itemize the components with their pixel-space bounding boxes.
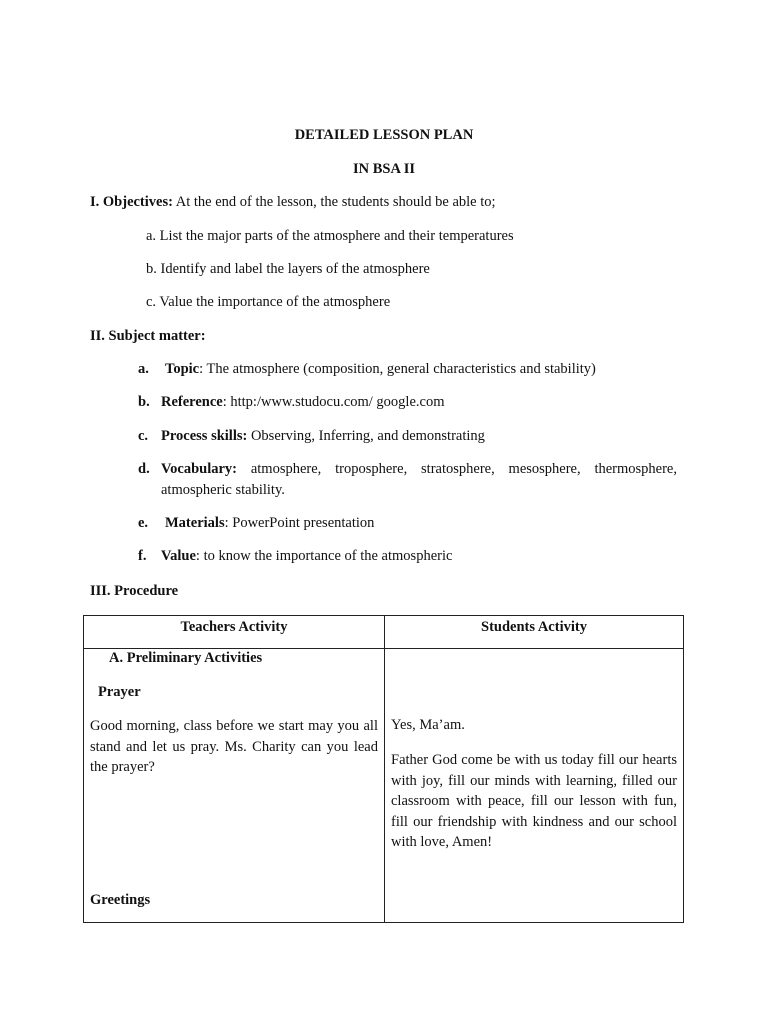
subject-item-materials: Materials: PowerPoint presentation: [165, 515, 375, 531]
objective-item: b. Identify and label the layers of the atmosphere: [146, 261, 430, 277]
procedure-heading: III. Procedure: [90, 583, 179, 599]
student-reply-text: Yes, Ma’am.: [391, 717, 465, 733]
greetings-heading: Greetings: [90, 892, 151, 908]
subject-matter-heading: II. Subject matter:: [90, 328, 206, 344]
procedure-table: [83, 615, 684, 923]
preliminary-activities-heading: A. Preliminary Activities: [109, 650, 263, 666]
subject-item-value: Value: to know the importance of the atmospheric: [161, 548, 453, 564]
document-subtitle: IN BSA II: [352, 161, 416, 177]
subject-item-letter: c.: [138, 428, 149, 444]
subject-item-vocabulary-cont: atmospheric stability.: [161, 482, 285, 498]
objective-item: a. List the major parts of the atmosphere and their temperatures: [146, 228, 514, 244]
table-header-students: Students Activity: [481, 619, 587, 635]
subject-item-reference: Reference: http:/www.studocu.com/ google.com: [161, 394, 445, 410]
objective-item: c. Value the importance of the atmosphere: [146, 294, 391, 310]
prayer-heading: Prayer: [98, 684, 141, 700]
subject-item-vocabulary: Vocabulary: atmosphere, troposphere, stratosphere, mesosphere, thermosphere,: [161, 461, 677, 477]
table-header-teachers: Teachers Activity: [180, 619, 288, 635]
subject-item-letter: a.: [138, 361, 149, 377]
student-prayer-text: Father God come be with us today fill our hearts with joy, fill our minds with learning, filled our classroom with peace, fill our lesson with fun, fill our friendship with kindness and our school with love, Amen!: [391, 752, 677, 850]
subject-item-letter: b.: [138, 394, 150, 410]
table-column-divider: [384, 616, 385, 922]
subject-item-letter: e.: [138, 515, 149, 531]
subject-item-topic: Topic: The atmosphere (composition, general characteristics and stability): [165, 361, 596, 377]
document-title: DETAILED LESSON PLAN: [294, 127, 474, 143]
teacher-prayer-text: Good morning, class before we start may you all stand and let us pray. Ms. Charity can you lead the prayer?: [90, 718, 378, 775]
subject-item-letter: d.: [138, 461, 150, 477]
subject-item-letter: f.: [138, 548, 147, 564]
objectives-intro: At the end of the lesson, the students should be able to;: [175, 194, 496, 210]
objectives-heading: I. Objectives:: [90, 194, 173, 210]
subject-item-process-skills: Process skills: Observing, Inferring, and demonstrating: [161, 428, 485, 444]
objectives-line: [90, 194, 496, 211]
